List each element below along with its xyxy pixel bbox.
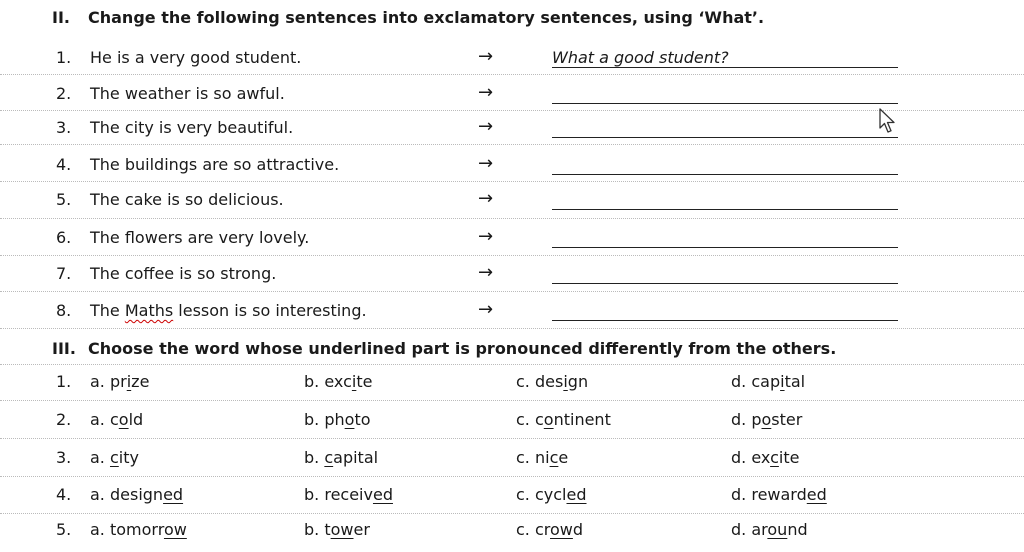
item-number: 1. xyxy=(56,372,72,391)
option-a[interactable] xyxy=(90,520,187,539)
option-letter: b. xyxy=(304,372,320,391)
word-part: to xyxy=(354,410,371,429)
option-letter: c. xyxy=(516,372,530,391)
arrow-icon: → xyxy=(478,299,494,320)
word-part: d xyxy=(572,520,584,539)
section-2-number: II. xyxy=(52,8,70,27)
option-d[interactable] xyxy=(731,448,799,467)
option-d[interactable] xyxy=(731,485,827,504)
section-3-heading xyxy=(52,339,836,358)
answer-line[interactable] xyxy=(552,48,898,68)
word-part: ni xyxy=(534,448,550,467)
underlined-part: c xyxy=(109,448,119,467)
option-letter: a. xyxy=(90,410,105,429)
option-b[interactable] xyxy=(304,410,371,429)
underlined-part: ed xyxy=(163,485,184,504)
option-d[interactable] xyxy=(731,372,805,391)
dotted-divider xyxy=(0,438,1024,439)
option-c[interactable] xyxy=(516,520,583,539)
word-part: pr xyxy=(109,372,127,391)
item-sentence: The flowers are very lovely. xyxy=(90,228,310,247)
underlined-part: i xyxy=(126,372,132,391)
dotted-divider xyxy=(0,144,1024,145)
answer-line[interactable] xyxy=(552,264,898,284)
word-part: gn xyxy=(567,372,589,391)
item-number: 5. xyxy=(56,190,72,209)
item-number: 8. xyxy=(56,301,72,320)
word-part: ity xyxy=(118,448,139,467)
arrow-icon: → xyxy=(478,116,494,137)
item-number: 6. xyxy=(56,228,72,247)
underlined-part: ou xyxy=(767,520,788,539)
option-b[interactable] xyxy=(304,485,393,504)
word-part: nd xyxy=(787,520,808,539)
answer-text: What a good student? xyxy=(552,48,729,67)
dotted-divider xyxy=(0,476,1024,477)
option-letter: a. xyxy=(90,485,105,504)
option-letter: b. xyxy=(304,448,320,467)
dotted-divider xyxy=(0,400,1024,401)
item-sentence: The buildings are so attractive. xyxy=(90,155,340,174)
option-d[interactable] xyxy=(731,410,802,429)
dotted-divider xyxy=(0,328,1024,329)
option-a[interactable] xyxy=(90,410,143,429)
answer-line[interactable] xyxy=(552,301,898,321)
word-part: ar xyxy=(751,520,768,539)
arrow-icon: → xyxy=(478,46,494,67)
word-part: apital xyxy=(333,448,379,467)
option-c[interactable] xyxy=(516,372,588,391)
word-part: ze xyxy=(131,372,150,391)
word-part: t xyxy=(324,520,331,539)
answer-line[interactable] xyxy=(552,228,898,248)
dotted-divider xyxy=(0,74,1024,75)
word-part: c xyxy=(534,410,544,429)
arrow-icon: → xyxy=(478,82,494,103)
option-letter: d. xyxy=(731,520,747,539)
item-number: 4. xyxy=(56,155,72,174)
item-number: 2. xyxy=(56,410,72,429)
option-a[interactable] xyxy=(90,485,183,504)
arrow-icon: → xyxy=(478,226,494,247)
answer-line[interactable] xyxy=(552,118,898,138)
option-b[interactable] xyxy=(304,520,370,539)
dotted-divider xyxy=(0,364,1024,365)
underlined-part: ow xyxy=(330,520,354,539)
option-letter: c. xyxy=(516,520,530,539)
underlined-part: ed xyxy=(806,485,827,504)
item-number: 1. xyxy=(56,48,72,67)
option-letter: d. xyxy=(731,410,747,429)
answer-line[interactable] xyxy=(552,84,898,104)
underlined-part: i xyxy=(563,372,568,391)
underlined-part: c xyxy=(549,448,559,467)
option-b[interactable] xyxy=(304,372,372,391)
option-letter: b. xyxy=(304,485,320,504)
option-b[interactable] xyxy=(304,448,378,467)
option-letter: c. xyxy=(516,448,530,467)
arrow-icon: → xyxy=(478,262,494,283)
underlined-part: o xyxy=(118,410,129,429)
underlined-part: ow xyxy=(163,520,187,539)
option-c[interactable] xyxy=(516,485,587,504)
option-letter: d. xyxy=(731,372,747,391)
item-sentence: The coffee is so strong. xyxy=(90,264,277,283)
dotted-divider xyxy=(0,110,1024,111)
option-a[interactable] xyxy=(90,372,149,391)
underlined-part: c xyxy=(324,448,334,467)
word-part: receiv xyxy=(324,485,373,504)
item-sentence: The weather is so awful. xyxy=(90,84,285,103)
arrow-icon: → xyxy=(478,153,494,174)
word-part: des xyxy=(534,372,564,391)
item-number: 3. xyxy=(56,448,72,467)
underlined-part: i xyxy=(351,372,357,391)
option-letter: a. xyxy=(90,448,105,467)
word-part: ph xyxy=(324,410,345,429)
underlined-part: o xyxy=(344,410,355,429)
arrow-icon: → xyxy=(478,188,494,209)
item-sentence: The city is very beautiful. xyxy=(90,118,294,137)
word-part: ntinent xyxy=(553,410,611,429)
dotted-divider xyxy=(0,255,1024,256)
word-part: p xyxy=(751,410,762,429)
word-part: ex xyxy=(751,448,771,467)
underlined-part: o xyxy=(761,410,772,429)
option-letter: b. xyxy=(304,410,320,429)
underlined-part: o xyxy=(543,410,554,429)
section-3-instruction: Choose the word whose underlined part is pronounced differently from the others. xyxy=(88,339,837,358)
word-part: reward xyxy=(751,485,807,504)
word-part: ite xyxy=(778,448,800,467)
underlined-part: c xyxy=(770,448,779,467)
item-number: 4. xyxy=(56,485,72,504)
option-letter: d. xyxy=(731,485,747,504)
word-part: cap xyxy=(751,372,781,391)
option-d[interactable] xyxy=(731,520,808,539)
word-part: e xyxy=(558,448,569,467)
section-2-instruction: Change the following sentences into exclamatory sentences, using ‘What’. xyxy=(88,8,765,27)
word-part: ster xyxy=(771,410,803,429)
item-sentence: The Maths lesson is so interesting. xyxy=(90,301,367,320)
option-letter: a. xyxy=(90,372,105,391)
word-part: cr xyxy=(534,520,551,539)
answer-line[interactable] xyxy=(552,190,898,210)
dotted-divider xyxy=(0,181,1024,182)
word-part: er xyxy=(353,520,370,539)
dotted-divider xyxy=(0,218,1024,219)
option-letter: d. xyxy=(731,448,747,467)
option-letter: b. xyxy=(304,520,320,539)
word-part: tal xyxy=(784,372,806,391)
option-c[interactable] xyxy=(516,410,611,429)
option-a[interactable] xyxy=(90,448,139,467)
underlined-part: ow xyxy=(550,520,573,539)
mouse-cursor-icon xyxy=(879,108,897,134)
item-number: 2. xyxy=(56,84,72,103)
option-letter: a. xyxy=(90,520,105,539)
word-part: tomorr xyxy=(109,520,164,539)
item-number: 5. xyxy=(56,520,72,539)
option-c[interactable] xyxy=(516,448,568,467)
dotted-divider xyxy=(0,513,1024,514)
dotted-divider xyxy=(0,291,1024,292)
option-letter: c. xyxy=(516,410,530,429)
underlined-part: ed xyxy=(566,485,587,504)
word-part: te xyxy=(356,372,373,391)
underlined-part: i xyxy=(780,372,785,391)
word-part: cycl xyxy=(534,485,567,504)
item-sentence: He is a very good student. xyxy=(90,48,302,67)
underlined-part: ed xyxy=(372,485,393,504)
section-2-heading xyxy=(52,8,764,27)
answer-line[interactable] xyxy=(552,155,898,175)
word-part: c xyxy=(109,410,119,429)
item-sentence: The cake is so delicious. xyxy=(90,190,284,209)
word-part: ld xyxy=(128,410,144,429)
section-3-number: III. xyxy=(52,339,76,358)
item-number: 3. xyxy=(56,118,72,137)
option-letter: c. xyxy=(516,485,530,504)
word-part: exc xyxy=(324,372,352,391)
word-part: design xyxy=(109,485,164,504)
item-number: 7. xyxy=(56,264,72,283)
